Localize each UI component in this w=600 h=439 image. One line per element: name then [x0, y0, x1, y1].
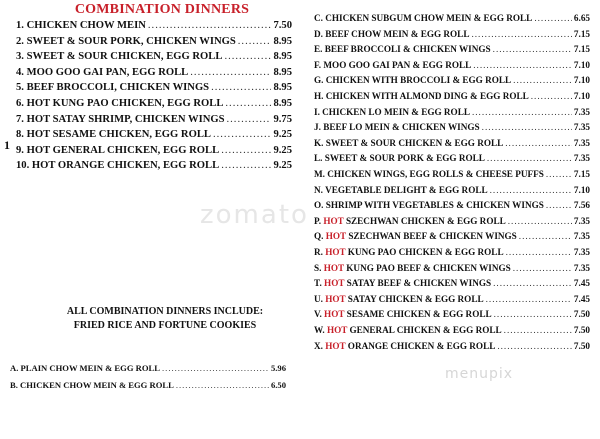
menu-item-price: 7.35	[573, 122, 590, 133]
hot-tag: HOT	[324, 309, 345, 320]
hot-tag: HOT	[323, 262, 344, 273]
menu-item-price: 7.56	[573, 200, 590, 211]
menu-item	[16, 130, 292, 141]
dot-leader	[534, 14, 572, 23]
menu-item-name: SZECHWAN BEEF & CHICKEN WINGS	[348, 231, 517, 242]
menu-item-letter: W.	[314, 325, 325, 335]
menu-item-price: 7.15	[573, 44, 590, 55]
menu-item-letter: U.	[314, 293, 323, 304]
menu-item-label: A. PLAIN CHOW MEIN & EGG ROLL	[10, 363, 161, 373]
menu-item-label	[314, 295, 484, 304]
menu-item	[16, 68, 292, 79]
dot-leader	[494, 310, 572, 319]
hot-tag: HOT	[324, 278, 345, 289]
dot-leader	[148, 21, 272, 32]
menu-item-label: 7. HOT SATAY SHRIMP, CHICKEN WINGS	[16, 113, 225, 125]
dot-leader	[497, 342, 572, 351]
menu-item	[314, 76, 590, 85]
menu-item-price: 9.25	[273, 160, 292, 172]
menu-item-name: SHRIMP WITH VEGETABLES & CHICKEN WINGS	[325, 200, 544, 211]
menu-item-price: 7.35	[573, 215, 590, 226]
menu-item	[16, 21, 292, 32]
dot-leader	[221, 161, 271, 172]
menu-item	[314, 154, 590, 163]
menu-item-letter: H.	[314, 91, 324, 101]
margin-tick-mark: 1	[4, 138, 10, 152]
menu-item	[314, 123, 590, 132]
menu-item	[314, 170, 590, 179]
menu-item-label	[314, 30, 469, 39]
menu-item-price: 8.95	[273, 82, 292, 94]
menu-item-name: BEEF BROCCOLI & CHICKEN WINGS	[324, 44, 491, 55]
menu-item	[314, 45, 590, 54]
dot-leader	[519, 232, 572, 241]
dot-leader	[531, 92, 572, 101]
dot-leader	[190, 68, 271, 79]
hot-tag: HOT	[325, 231, 347, 242]
dot-leader	[482, 123, 572, 132]
menu-item-letter: K.	[314, 137, 324, 148]
menu-item-name: MOO GOO GAI PAN & EGG ROLL	[323, 59, 472, 70]
menu-item-letter: T.	[314, 278, 322, 289]
includes-line-2: FRIED RICE AND FORTUNE COOKIES	[73, 320, 257, 331]
menu-item-label	[314, 92, 529, 101]
menu-item	[16, 115, 292, 126]
menu-item	[16, 161, 292, 172]
menu-item-label	[314, 342, 495, 351]
menu-item-label	[314, 76, 511, 85]
menu-item-price: 6.50	[270, 380, 286, 390]
menu-item-price: 7.45	[573, 278, 590, 289]
menu-item-letter: N.	[314, 184, 323, 195]
menu-item-price: 6.65	[573, 13, 590, 23]
menu-item-price: 8.95	[273, 51, 292, 63]
menu-item-price: 7.35	[573, 137, 590, 148]
menu-item	[314, 248, 590, 257]
menu-item-label	[314, 108, 470, 117]
menu-item	[314, 295, 590, 304]
dot-leader	[546, 170, 572, 179]
menu-item	[314, 14, 590, 23]
dot-leader	[493, 279, 572, 288]
dot-leader	[493, 45, 572, 54]
menu-item-label: 6. HOT KUNG PAO CHICKEN, EGG ROLL	[16, 98, 224, 109]
menu-item-label	[314, 61, 471, 70]
menu-item-label	[314, 154, 485, 163]
menu-item-label	[314, 170, 544, 179]
menu-item-name: SZECHWAN CHICKEN & EGG ROLL	[345, 215, 506, 226]
menu-item-price: 5.96	[270, 363, 286, 373]
menu-item-name: SWEET & SOUR PORK & EGG ROLL	[324, 153, 485, 164]
menu-item-letter: O.	[314, 200, 324, 211]
menu-item-name: CHICKEN LO MEIN & EGG ROLL	[322, 106, 470, 117]
dot-leader	[472, 108, 572, 117]
menu-item	[16, 83, 292, 94]
menu-item-price: 9.25	[273, 129, 292, 141]
menu-item-name: CHICKEN WITH BROCCOLI & EGG ROLL	[325, 75, 512, 86]
menu-item-price: 7.50	[573, 340, 590, 351]
menu-item-price: 9.25	[273, 144, 292, 156]
menu-item	[10, 381, 286, 390]
menu-item	[314, 264, 590, 273]
menu-item-letter: R.	[314, 247, 323, 257]
menu-item-letter: P.	[314, 215, 322, 226]
menu-item-letter: I.	[314, 106, 320, 117]
menu-item	[16, 52, 292, 63]
menupix-watermark: menupix	[445, 366, 514, 382]
menu-item-price: 7.10	[573, 91, 590, 101]
dot-leader	[486, 295, 572, 304]
menu-item-price: 8.95	[273, 35, 292, 47]
menu-item-label: 2. SWEET & SOUR PORK, CHICKEN WINGS	[16, 35, 236, 47]
menu-item-label	[314, 123, 480, 132]
menu-item	[16, 99, 292, 110]
menu-item-name: SWEET & SOUR CHICKEN & EGG ROLL	[325, 137, 504, 148]
menu-title: COMBINATION DINNERS	[74, 2, 250, 17]
dot-leader	[238, 37, 272, 48]
menu-item-price: 9.75	[273, 113, 292, 125]
dot-leader	[211, 83, 271, 94]
dot-leader	[227, 115, 272, 126]
menu-item-label: 8. HOT SESAME CHICKEN, EGG ROLL	[16, 129, 211, 141]
menu-item-label	[314, 232, 517, 241]
menu-item	[314, 92, 590, 101]
includes-line-1: ALL COMBINATION DINNERS INCLUDE:	[66, 306, 264, 317]
menu-item-price: 7.10	[573, 75, 590, 86]
menu-item-name: SATAY BEEF & CHICKEN WINGS	[346, 278, 492, 289]
menu-item-price: 7.10	[573, 59, 590, 70]
menu-item	[314, 186, 590, 195]
menu-item-price: 8.95	[273, 66, 292, 78]
menu-item-letter: M.	[314, 169, 325, 179]
dot-leader	[224, 52, 271, 63]
menu-item	[16, 146, 292, 157]
dot-leader	[176, 381, 269, 390]
menu-item-price: 7.35	[573, 106, 590, 117]
menu-item-name: CHICKEN WINGS, EGG ROLLS & CHEESE PUFFS	[327, 169, 544, 179]
menu-item	[314, 61, 590, 70]
menu-item	[10, 364, 286, 373]
menu-item-price: 7.35	[573, 153, 590, 164]
dot-leader	[221, 146, 271, 157]
menu-item-name: BEEF LO MEIN & CHICKEN WINGS	[323, 122, 480, 133]
menu-item	[16, 37, 292, 48]
menu-item	[314, 279, 590, 288]
dot-leader	[513, 264, 572, 273]
menu-item-label: B. CHICKEN CHOW MEIN & EGG ROLL	[10, 380, 174, 390]
menu-item-price: 7.50	[573, 325, 590, 335]
menu-item-label	[314, 310, 492, 319]
dot-leader	[490, 186, 572, 195]
menu-item-letter: F.	[314, 59, 322, 70]
menu-item-label: 4. MOO GOO GAI PAN, EGG ROLL	[16, 66, 189, 78]
menu-item-name: SESAME CHICKEN & EGG ROLL	[346, 309, 492, 320]
dot-leader	[225, 99, 271, 110]
menu-item	[314, 342, 590, 351]
dot-leader	[473, 61, 572, 70]
hot-tag: HOT	[326, 325, 348, 335]
menu-item-label	[314, 279, 491, 288]
menu-item-letter: E.	[314, 44, 323, 55]
menu-item-name: BEEF CHOW MEIN & EGG ROLL	[325, 28, 470, 39]
menu-item-price: 7.35	[573, 262, 590, 273]
zomato-watermark: zomato	[200, 200, 309, 230]
hot-tag: HOT	[325, 293, 346, 304]
menu-item-price: 7.15	[573, 28, 590, 39]
menu-item-price: 7.50	[573, 309, 590, 320]
menu-item-label	[314, 217, 506, 226]
menu-item-name: CHICKEN SUBGUM CHOW MEIN & EGG ROLL	[325, 13, 533, 23]
menu-item-letter: S.	[314, 262, 322, 273]
dot-leader	[505, 139, 572, 148]
menu-item-price: 7.35	[573, 231, 590, 242]
hot-tag: HOT	[323, 215, 344, 226]
menu-item-price: 7.50	[273, 20, 292, 31]
menu-item	[314, 217, 590, 226]
dot-leader	[213, 130, 272, 141]
menu-item-price: 8.95	[273, 98, 292, 109]
dot-leader	[504, 326, 572, 335]
dot-leader	[471, 30, 571, 39]
menu-item	[314, 310, 590, 319]
hot-tag: HOT	[325, 340, 346, 351]
menu-item-label	[314, 248, 504, 257]
menu-item-label: 3. SWEET & SOUR CHICKEN, EGG ROLL	[16, 51, 223, 63]
menu-item-letter: X.	[314, 340, 323, 351]
menu-item-label	[314, 201, 544, 210]
menu-item-letter: L.	[314, 153, 323, 164]
menu-item-label: 5. BEEF BROCCOLI, CHICKEN WINGS	[16, 82, 210, 94]
menu-item-letter: D.	[314, 28, 323, 39]
menu-item-letter: Q.	[314, 231, 324, 242]
menu-item-price: 7.45	[573, 293, 590, 304]
menu-item	[314, 139, 590, 148]
menu-item-letter: C.	[314, 13, 323, 23]
menu-item	[314, 326, 590, 335]
menu-item-name: ORANGE CHICKEN & EGG ROLL	[347, 340, 496, 351]
menu-item-label: 9. HOT GENERAL CHICKEN, EGG ROLL	[16, 144, 220, 156]
menu-item-label	[314, 14, 532, 23]
menu-item-letter: V.	[314, 309, 322, 320]
hot-tag: HOT	[325, 247, 346, 257]
menu-item-price: 7.35	[573, 247, 590, 257]
dot-leader	[506, 248, 572, 257]
menu-item	[314, 201, 590, 210]
menu-item-label: 1. CHICKEN CHOW MEIN	[16, 20, 146, 31]
menu-item-letter: J.	[314, 122, 321, 133]
menu-item-label: 10. HOT ORANGE CHICKEN, EGG ROLL	[16, 160, 220, 172]
menu-item-name: KUNG PAO CHICKEN & EGG ROLL	[347, 247, 504, 257]
menu-item-name: CHICKEN WITH ALMOND DING & EGG ROLL	[325, 91, 529, 101]
dot-leader	[487, 154, 572, 163]
menu-item-label	[314, 45, 491, 54]
menu-item-name: VEGETABLE DELIGHT & EGG ROLL	[325, 184, 488, 195]
menu-item-label	[314, 186, 488, 195]
menu-item	[314, 108, 590, 117]
menu-item-label	[314, 326, 502, 335]
menu-item-price: 7.15	[573, 169, 590, 179]
menu-item-name: SATAY CHICKEN & EGG ROLL	[347, 293, 484, 304]
dot-leader	[513, 76, 572, 85]
menu-item-price: 7.10	[573, 184, 590, 195]
dot-leader	[508, 217, 572, 226]
dot-leader	[546, 201, 572, 210]
menu-item-label	[314, 139, 503, 148]
menu-item-letter: G.	[314, 75, 324, 86]
menu-item	[314, 232, 590, 241]
dot-leader	[162, 364, 269, 373]
menu-item-name: KUNG PAO BEEF & CHICKEN WINGS	[346, 262, 511, 273]
menu-item	[314, 30, 590, 39]
menu-item-label	[314, 264, 511, 273]
menu-item-name: GENERAL CHICKEN & EGG ROLL	[349, 325, 502, 335]
